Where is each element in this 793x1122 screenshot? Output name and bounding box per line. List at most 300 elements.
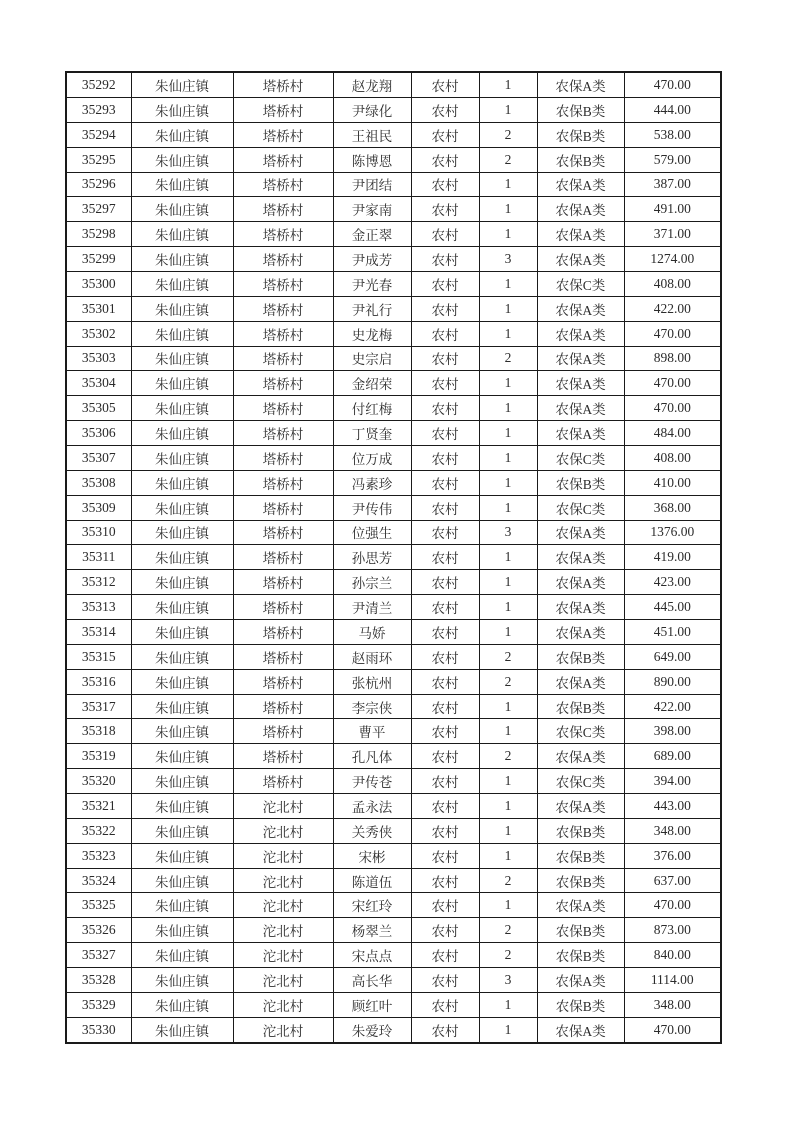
amount-cell: 408.00 (624, 271, 721, 296)
amount-cell: 422.00 (624, 694, 721, 719)
table-row (66, 97, 721, 122)
area-type-cell: 农村 (411, 247, 479, 272)
town-cell: 朱仙庄镇 (131, 595, 233, 620)
table-row (66, 868, 721, 893)
insurance-category-cell: 农保A类 (537, 545, 624, 570)
town-cell: 朱仙庄镇 (131, 694, 233, 719)
amount-cell: 419.00 (624, 545, 721, 570)
table-row (66, 495, 721, 520)
town-cell: 朱仙庄镇 (131, 992, 233, 1017)
village-cell: 塔桥村 (233, 97, 333, 122)
table-row (66, 719, 721, 744)
record-id-cell: 35325 (66, 893, 131, 918)
amount-cell: 1376.00 (624, 520, 721, 545)
person-count-cell: 1 (479, 371, 537, 396)
village-cell: 塔桥村 (233, 371, 333, 396)
town-cell: 朱仙庄镇 (131, 669, 233, 694)
area-type-cell: 农村 (411, 271, 479, 296)
record-id-cell: 35322 (66, 818, 131, 843)
village-cell: 沱北村 (233, 843, 333, 868)
town-cell: 朱仙庄镇 (131, 222, 233, 247)
person-count-cell: 1 (479, 445, 537, 470)
person-count-cell: 2 (479, 744, 537, 769)
person-count-cell: 3 (479, 968, 537, 993)
insurance-category-cell: 农保B类 (537, 992, 624, 1017)
amount-cell: 840.00 (624, 943, 721, 968)
area-type-cell: 农村 (411, 818, 479, 843)
record-id-cell: 35330 (66, 1017, 131, 1043)
area-type-cell: 农村 (411, 893, 479, 918)
insurance-category-cell: 农保A类 (537, 570, 624, 595)
amount-cell: 484.00 (624, 421, 721, 446)
area-type-cell: 农村 (411, 72, 479, 97)
person-count-cell: 3 (479, 247, 537, 272)
insurance-category-cell: 农保A类 (537, 172, 624, 197)
area-type-cell: 农村 (411, 321, 479, 346)
amount-cell: 398.00 (624, 719, 721, 744)
table-row (66, 570, 721, 595)
area-type-cell: 农村 (411, 843, 479, 868)
insurance-category-cell: 农保B类 (537, 97, 624, 122)
table-row (66, 72, 721, 97)
amount-cell: 444.00 (624, 97, 721, 122)
person-name-cell: 赵龙翔 (333, 72, 411, 97)
person-name-cell: 尹传伟 (333, 495, 411, 520)
table-row (66, 669, 721, 694)
area-type-cell: 农村 (411, 992, 479, 1017)
village-cell: 沱北村 (233, 992, 333, 1017)
area-type-cell: 农村 (411, 570, 479, 595)
area-type-cell: 农村 (411, 769, 479, 794)
person-count-cell: 1 (479, 719, 537, 744)
person-count-cell: 1 (479, 197, 537, 222)
amount-cell: 898.00 (624, 346, 721, 371)
town-cell: 朱仙庄镇 (131, 247, 233, 272)
area-type-cell: 农村 (411, 371, 479, 396)
amount-cell: 470.00 (624, 371, 721, 396)
person-name-cell: 李宗侠 (333, 694, 411, 719)
person-name-cell: 王祖民 (333, 122, 411, 147)
record-id-cell: 35296 (66, 172, 131, 197)
area-type-cell: 农村 (411, 421, 479, 446)
insurance-category-cell: 农保C类 (537, 769, 624, 794)
table-row (66, 520, 721, 545)
person-count-cell: 2 (479, 943, 537, 968)
record-id-cell: 35293 (66, 97, 131, 122)
town-cell: 朱仙庄镇 (131, 197, 233, 222)
insurance-category-cell: 农保A类 (537, 72, 624, 97)
person-name-cell: 杨翠兰 (333, 918, 411, 943)
area-type-cell: 农村 (411, 794, 479, 819)
record-id-cell: 35299 (66, 247, 131, 272)
insurance-category-cell: 农保A类 (537, 371, 624, 396)
insurance-category-cell: 农保A类 (537, 321, 624, 346)
insurance-category-cell: 农保C类 (537, 495, 624, 520)
record-id-cell: 35326 (66, 918, 131, 943)
table-row (66, 147, 721, 172)
area-type-cell: 农村 (411, 172, 479, 197)
amount-cell: 470.00 (624, 72, 721, 97)
person-count-cell: 1 (479, 843, 537, 868)
amount-cell: 443.00 (624, 794, 721, 819)
amount-cell: 470.00 (624, 321, 721, 346)
person-count-cell: 1 (479, 694, 537, 719)
insurance-category-cell: 农保A类 (537, 669, 624, 694)
town-cell: 朱仙庄镇 (131, 1017, 233, 1043)
insurance-category-cell: 农保A类 (537, 620, 624, 645)
amount-cell: 470.00 (624, 893, 721, 918)
area-type-cell: 农村 (411, 694, 479, 719)
town-cell: 朱仙庄镇 (131, 97, 233, 122)
amount-cell: 422.00 (624, 296, 721, 321)
table-row (66, 296, 721, 321)
table-row (66, 992, 721, 1017)
amount-cell: 890.00 (624, 669, 721, 694)
area-type-cell: 农村 (411, 719, 479, 744)
person-name-cell: 宋红玲 (333, 893, 411, 918)
record-id-cell: 35318 (66, 719, 131, 744)
person-name-cell: 史宗启 (333, 346, 411, 371)
village-cell: 沱北村 (233, 818, 333, 843)
amount-cell: 1274.00 (624, 247, 721, 272)
person-count-cell: 1 (479, 271, 537, 296)
village-cell: 塔桥村 (233, 520, 333, 545)
record-id-cell: 35292 (66, 72, 131, 97)
record-id-cell: 35321 (66, 794, 131, 819)
insurance-category-cell: 农保A类 (537, 421, 624, 446)
person-name-cell: 顾红叶 (333, 992, 411, 1017)
insurance-category-cell: 农保B类 (537, 918, 624, 943)
table-row (66, 620, 721, 645)
insurance-category-cell: 农保B类 (537, 122, 624, 147)
town-cell: 朱仙庄镇 (131, 371, 233, 396)
record-id-cell: 35298 (66, 222, 131, 247)
insurance-category-cell: 农保A类 (537, 222, 624, 247)
village-cell: 塔桥村 (233, 470, 333, 495)
town-cell: 朱仙庄镇 (131, 346, 233, 371)
village-cell: 塔桥村 (233, 719, 333, 744)
insurance-category-cell: 农保C类 (537, 719, 624, 744)
insurance-category-cell: 农保A类 (537, 247, 624, 272)
town-cell: 朱仙庄镇 (131, 122, 233, 147)
record-id-cell: 35308 (66, 470, 131, 495)
person-name-cell: 孙思芳 (333, 545, 411, 570)
insurance-category-cell: 农保A类 (537, 520, 624, 545)
village-cell: 塔桥村 (233, 147, 333, 172)
person-name-cell: 高长华 (333, 968, 411, 993)
table-row (66, 769, 721, 794)
person-name-cell: 付红梅 (333, 396, 411, 421)
village-cell: 塔桥村 (233, 197, 333, 222)
person-count-cell: 1 (479, 545, 537, 570)
village-cell: 沱北村 (233, 943, 333, 968)
table-row (66, 595, 721, 620)
amount-cell: 491.00 (624, 197, 721, 222)
village-cell: 塔桥村 (233, 172, 333, 197)
person-name-cell: 孟永法 (333, 794, 411, 819)
village-cell: 塔桥村 (233, 769, 333, 794)
person-count-cell: 1 (479, 97, 537, 122)
record-id-cell: 35317 (66, 694, 131, 719)
person-count-cell: 1 (479, 1017, 537, 1043)
insurance-category-cell: 农保A类 (537, 1017, 624, 1043)
record-id-cell: 35314 (66, 620, 131, 645)
area-type-cell: 农村 (411, 296, 479, 321)
insurance-category-cell: 农保A类 (537, 744, 624, 769)
town-cell: 朱仙庄镇 (131, 545, 233, 570)
person-name-cell: 位万成 (333, 445, 411, 470)
village-cell: 塔桥村 (233, 296, 333, 321)
table-row (66, 968, 721, 993)
village-cell: 塔桥村 (233, 595, 333, 620)
table-row (66, 197, 721, 222)
area-type-cell: 农村 (411, 669, 479, 694)
area-type-cell: 农村 (411, 943, 479, 968)
record-id-cell: 35305 (66, 396, 131, 421)
person-count-cell: 1 (479, 495, 537, 520)
town-cell: 朱仙庄镇 (131, 321, 233, 346)
person-name-cell: 宋彬 (333, 843, 411, 868)
village-cell: 沱北村 (233, 868, 333, 893)
record-id-cell: 35315 (66, 644, 131, 669)
table-row (66, 545, 721, 570)
person-count-cell: 1 (479, 396, 537, 421)
person-count-cell: 1 (479, 818, 537, 843)
record-id-cell: 35304 (66, 371, 131, 396)
insurance-category-cell: 农保B类 (537, 694, 624, 719)
person-name-cell: 尹光春 (333, 271, 411, 296)
table-row (66, 445, 721, 470)
town-cell: 朱仙庄镇 (131, 943, 233, 968)
village-cell: 沱北村 (233, 794, 333, 819)
town-cell: 朱仙庄镇 (131, 570, 233, 595)
record-id-cell: 35309 (66, 495, 131, 520)
person-name-cell: 朱爱玲 (333, 1017, 411, 1043)
village-cell: 塔桥村 (233, 271, 333, 296)
amount-cell: 451.00 (624, 620, 721, 645)
insurance-category-cell: 农保B类 (537, 943, 624, 968)
area-type-cell: 农村 (411, 620, 479, 645)
area-type-cell: 农村 (411, 97, 479, 122)
town-cell: 朱仙庄镇 (131, 620, 233, 645)
insurance-category-cell: 农保B类 (537, 843, 624, 868)
record-id-cell: 35295 (66, 147, 131, 172)
person-name-cell: 冯素珍 (333, 470, 411, 495)
insurance-category-cell: 农保A类 (537, 346, 624, 371)
table-row (66, 346, 721, 371)
amount-cell: 637.00 (624, 868, 721, 893)
area-type-cell: 农村 (411, 918, 479, 943)
insurance-category-cell: 农保B类 (537, 868, 624, 893)
town-cell: 朱仙庄镇 (131, 72, 233, 97)
record-id-cell: 35313 (66, 595, 131, 620)
village-cell: 塔桥村 (233, 247, 333, 272)
town-cell: 朱仙庄镇 (131, 968, 233, 993)
record-id-cell: 35301 (66, 296, 131, 321)
area-type-cell: 农村 (411, 644, 479, 669)
village-cell: 塔桥村 (233, 694, 333, 719)
person-count-cell: 1 (479, 222, 537, 247)
village-cell: 塔桥村 (233, 321, 333, 346)
record-id-cell: 35319 (66, 744, 131, 769)
person-name-cell: 陈博恩 (333, 147, 411, 172)
person-count-cell: 1 (479, 992, 537, 1017)
insurance-category-cell: 农保B类 (537, 470, 624, 495)
insurance-category-cell: 农保B类 (537, 147, 624, 172)
area-type-cell: 农村 (411, 222, 479, 247)
table-row (66, 421, 721, 446)
amount-cell: 445.00 (624, 595, 721, 620)
village-cell: 塔桥村 (233, 545, 333, 570)
person-count-cell: 1 (479, 570, 537, 595)
person-count-cell: 1 (479, 595, 537, 620)
amount-cell: 423.00 (624, 570, 721, 595)
person-count-cell: 2 (479, 122, 537, 147)
person-count-cell: 1 (479, 172, 537, 197)
amount-cell: 376.00 (624, 843, 721, 868)
record-id-cell: 35311 (66, 545, 131, 570)
person-name-cell: 位强生 (333, 520, 411, 545)
person-name-cell: 关秀侠 (333, 818, 411, 843)
area-type-cell: 农村 (411, 122, 479, 147)
person-name-cell: 尹团结 (333, 172, 411, 197)
town-cell: 朱仙庄镇 (131, 271, 233, 296)
person-count-cell: 1 (479, 321, 537, 346)
record-id-cell: 35303 (66, 346, 131, 371)
village-cell: 塔桥村 (233, 744, 333, 769)
table-row (66, 247, 721, 272)
amount-cell: 470.00 (624, 1017, 721, 1043)
area-type-cell: 农村 (411, 968, 479, 993)
table-row (66, 396, 721, 421)
person-name-cell: 孙宗兰 (333, 570, 411, 595)
insurance-category-cell: 农保A类 (537, 893, 624, 918)
person-name-cell: 尹家南 (333, 197, 411, 222)
village-cell: 塔桥村 (233, 421, 333, 446)
village-cell: 塔桥村 (233, 222, 333, 247)
table-row (66, 172, 721, 197)
person-count-cell: 1 (479, 769, 537, 794)
insurance-category-cell: 农保B类 (537, 818, 624, 843)
record-id-cell: 35312 (66, 570, 131, 595)
person-name-cell: 陈道伍 (333, 868, 411, 893)
record-id-cell: 35307 (66, 445, 131, 470)
town-cell: 朱仙庄镇 (131, 495, 233, 520)
insurance-category-cell: 农保C类 (537, 445, 624, 470)
person-name-cell: 丁贤奎 (333, 421, 411, 446)
insurance-category-cell: 农保A类 (537, 197, 624, 222)
insurance-category-cell: 农保A类 (537, 794, 624, 819)
person-count-cell: 3 (479, 520, 537, 545)
area-type-cell: 农村 (411, 445, 479, 470)
insurance-category-cell: 农保C类 (537, 271, 624, 296)
amount-cell: 1114.00 (624, 968, 721, 993)
person-name-cell: 尹礼行 (333, 296, 411, 321)
area-type-cell: 农村 (411, 868, 479, 893)
amount-cell: 470.00 (624, 396, 721, 421)
person-count-cell: 2 (479, 644, 537, 669)
area-type-cell: 农村 (411, 396, 479, 421)
person-count-cell: 1 (479, 72, 537, 97)
person-count-cell: 1 (479, 620, 537, 645)
town-cell: 朱仙庄镇 (131, 719, 233, 744)
record-id-cell: 35327 (66, 943, 131, 968)
town-cell: 朱仙庄镇 (131, 172, 233, 197)
amount-cell: 689.00 (624, 744, 721, 769)
town-cell: 朱仙庄镇 (131, 644, 233, 669)
insurance-category-cell: 农保A类 (537, 296, 624, 321)
village-cell: 塔桥村 (233, 445, 333, 470)
table-row (66, 843, 721, 868)
person-name-cell: 史龙梅 (333, 321, 411, 346)
table-row (66, 918, 721, 943)
town-cell: 朱仙庄镇 (131, 868, 233, 893)
person-name-cell: 马娇 (333, 620, 411, 645)
village-cell: 塔桥村 (233, 669, 333, 694)
person-name-cell: 尹传苍 (333, 769, 411, 794)
village-cell: 塔桥村 (233, 72, 333, 97)
table-row (66, 744, 721, 769)
table-row (66, 1017, 721, 1043)
table-row (66, 818, 721, 843)
insurance-category-cell: 农保B类 (537, 644, 624, 669)
area-type-cell: 农村 (411, 744, 479, 769)
amount-cell: 408.00 (624, 445, 721, 470)
village-cell: 塔桥村 (233, 644, 333, 669)
person-count-cell: 1 (479, 470, 537, 495)
area-type-cell: 农村 (411, 595, 479, 620)
person-name-cell: 孔凡体 (333, 744, 411, 769)
table-row (66, 122, 721, 147)
person-name-cell: 尹成芳 (333, 247, 411, 272)
table-row (66, 470, 721, 495)
record-id-cell: 35324 (66, 868, 131, 893)
insurance-category-cell: 农保A类 (537, 595, 624, 620)
amount-cell: 387.00 (624, 172, 721, 197)
town-cell: 朱仙庄镇 (131, 296, 233, 321)
amount-cell: 348.00 (624, 992, 721, 1017)
area-type-cell: 农村 (411, 1017, 479, 1043)
town-cell: 朱仙庄镇 (131, 818, 233, 843)
insurance-category-cell: 农保A类 (537, 396, 624, 421)
village-cell: 塔桥村 (233, 396, 333, 421)
town-cell: 朱仙庄镇 (131, 421, 233, 446)
area-type-cell: 农村 (411, 495, 479, 520)
record-id-cell: 35320 (66, 769, 131, 794)
person-name-cell: 尹绿化 (333, 97, 411, 122)
table-row (66, 222, 721, 247)
record-id-cell: 35297 (66, 197, 131, 222)
town-cell: 朱仙庄镇 (131, 918, 233, 943)
town-cell: 朱仙庄镇 (131, 744, 233, 769)
town-cell: 朱仙庄镇 (131, 769, 233, 794)
person-name-cell: 金绍荣 (333, 371, 411, 396)
table-row (66, 371, 721, 396)
person-name-cell: 赵雨环 (333, 644, 411, 669)
village-cell: 沱北村 (233, 1017, 333, 1043)
table-row (66, 644, 721, 669)
table-row (66, 794, 721, 819)
village-cell: 塔桥村 (233, 346, 333, 371)
amount-cell: 649.00 (624, 644, 721, 669)
record-id-cell: 35316 (66, 669, 131, 694)
table-row (66, 271, 721, 296)
table-row (66, 893, 721, 918)
person-count-cell: 2 (479, 669, 537, 694)
town-cell: 朱仙庄镇 (131, 147, 233, 172)
amount-cell: 348.00 (624, 818, 721, 843)
amount-cell: 579.00 (624, 147, 721, 172)
